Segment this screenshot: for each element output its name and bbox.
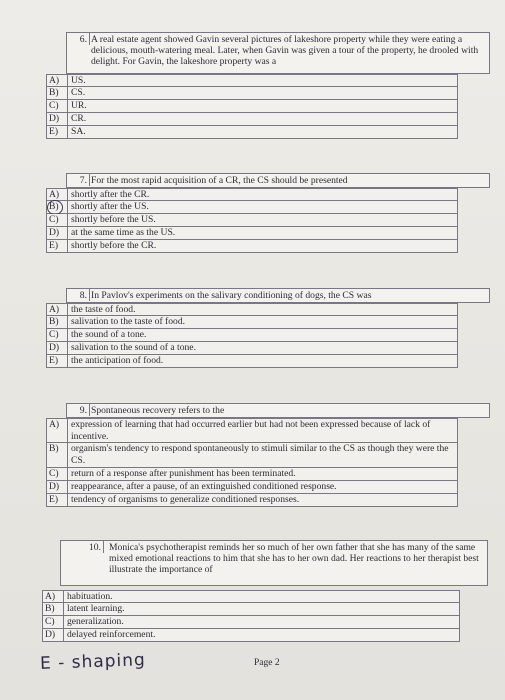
option-text: tendency of organisms to generalize conditioned responses. [71,494,300,505]
option-e[interactable] [46,240,458,253]
divider [67,443,68,467]
option-text: CS. [71,87,86,98]
divider [67,355,68,367]
option-text: organism's tendency to respond spontaneously to stimuli similar to the CS as though they were the CS. [71,443,449,466]
option-c[interactable] [42,616,460,629]
option-e[interactable] [46,494,458,507]
option-a[interactable] [46,303,458,316]
divider [67,329,68,341]
option-letter: B) [49,316,59,327]
option-letter: C) [49,214,59,225]
option-d[interactable] [46,113,458,126]
option-c[interactable] [46,100,458,113]
option-a[interactable] [46,188,458,201]
option-letter: A) [49,75,60,86]
option-text: shortly after the US. [71,201,149,212]
option-letter: A) [49,304,60,315]
question-stem [66,32,490,74]
question-text: A real estate agent showed Gavin several pictures of lakeshore property while they were eating a delicious, mouth-watering meal. Later, when Gavin was given a tour of the property, he drooled with delight. For Gavin, the lakeshore property was a [91,34,479,67]
answer-options [46,74,458,139]
divider [63,591,64,602]
question-stem [66,173,490,188]
answer-options [42,590,460,642]
option-a[interactable] [42,590,460,603]
option-text: return of a response after punishment has been terminated. [71,468,296,479]
answer-options [46,188,458,253]
option-text: habituation. [67,591,113,602]
option-letter: E) [49,355,59,366]
question-number: 8. [71,290,87,301]
option-text: expression of learning that had occurred earlier but had not been expressed because of lack of incentive. [71,419,431,442]
option-b[interactable] [46,201,458,214]
divider [67,87,68,99]
question-number: 6. [71,34,87,45]
divider [67,304,68,315]
option-letter: B) [49,87,59,98]
divider [67,227,68,239]
answer-options [46,303,458,368]
option-b[interactable] [42,603,460,616]
option-d[interactable] [46,227,458,240]
option-d[interactable] [46,342,458,355]
option-letter: A) [45,591,56,602]
divider [63,616,64,628]
option-text: latent learning. [67,603,125,614]
option-text: reappearance, after a pause, of an extinguished conditioned response. [71,481,337,492]
option-d[interactable] [42,629,460,642]
question-text: Spontaneous recovery refers to the [91,405,225,416]
option-letter: B) [45,603,55,614]
divider [67,100,68,112]
question-text: In Pavlov's experiments on the salivary conditioning of dogs, the CS was [91,290,372,301]
divider [67,113,68,125]
question-text: Monica's psychotherapist reminds her so much of her own father that she has many of the same mixed emotional reactions to him that she has to her own dad. Her reactions to her therapist best illustrate the importance of [109,542,479,575]
option-letter: D) [49,481,60,492]
divider [67,201,68,213]
option-b[interactable] [46,443,458,468]
option-letter: A) [49,419,60,430]
option-a[interactable] [46,74,458,87]
option-letter: C) [49,468,59,479]
option-text: the anticipation of food. [71,355,164,366]
page-number: Page 2 [254,658,280,668]
option-letter: D) [49,113,60,124]
option-text: at the same time as the US. [71,227,176,238]
option-letter: A) [49,189,60,200]
option-a[interactable] [46,418,458,443]
divider [67,494,68,506]
handwritten-note: E - shaping [39,650,147,674]
question-stem [60,540,488,586]
divider [67,75,68,86]
option-letter: C) [49,100,59,111]
option-letter: C) [49,329,59,340]
option-letter: D) [45,629,56,640]
divider [67,126,68,138]
option-text: the taste of food. [71,304,136,315]
question-text: For the most rapid acquisition of a CR, the CS should be presented [91,175,348,186]
answer-options [46,418,458,507]
option-letter: B) [49,201,59,212]
divider [67,240,68,252]
divider [67,316,68,328]
option-text: CR. [71,113,87,124]
divider [67,342,68,354]
option-letter: D) [49,342,60,353]
question-stem [66,288,490,303]
divider [63,629,64,641]
option-c[interactable] [46,214,458,227]
option-b[interactable] [46,87,458,100]
option-text: generalization. [67,616,124,627]
divider [67,468,68,480]
option-d[interactable] [46,481,458,494]
question-number: 7. [71,175,87,186]
option-b[interactable] [46,316,458,329]
option-c[interactable] [46,468,458,481]
option-text: the sound of a tone. [71,329,147,340]
option-text: SA. [71,126,86,137]
divider [67,419,68,442]
option-letter: D) [49,227,60,238]
option-letter: B) [49,443,59,454]
option-letter: E) [49,494,59,505]
option-text: shortly after the CR. [71,189,150,200]
option-letter: E) [49,240,59,251]
question-number: 10. [65,542,101,553]
option-text: delayed reinforcement. [67,629,156,640]
option-e[interactable] [46,126,458,139]
option-letter: C) [45,616,55,627]
option-text: UR. [71,100,87,111]
option-text: shortly before the US. [71,214,156,225]
question-stem [66,403,490,418]
divider [67,214,68,226]
option-c[interactable] [46,329,458,342]
divider [67,189,68,200]
option-text: US. [71,75,86,86]
divider [67,481,68,493]
option-e[interactable] [46,355,458,368]
question-number: 9. [71,405,87,416]
option-text: salivation to the taste of food. [71,316,186,327]
option-text: salivation to the sound of a tone. [71,342,196,353]
divider [63,603,64,615]
option-letter: E) [49,126,59,137]
option-text: shortly before the CR. [71,240,157,251]
